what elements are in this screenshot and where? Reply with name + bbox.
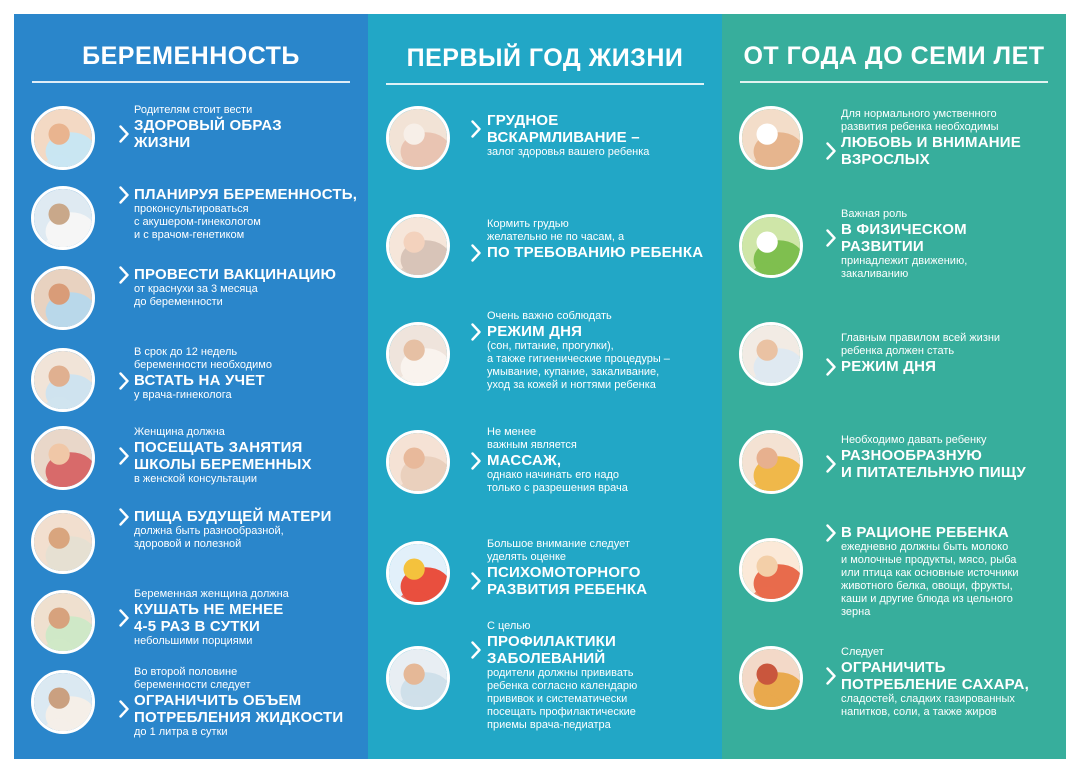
intro-text: В срок до 12 недель [134, 346, 238, 358]
highlight-text: ПСИХОМОТОРНОГО [487, 564, 641, 581]
detail-text: однако начинать его надо [487, 469, 619, 481]
detail-text: посещать профилактические [487, 706, 636, 718]
column-pregnancy [14, 14, 368, 759]
column-title: ПЕРВЫЙ ГОД ЖИЗНИ [386, 44, 704, 85]
pregnant-eating-photo [31, 510, 95, 574]
highlight-text: ЗДОРОВЫЙ ОБРАЗ [134, 117, 282, 134]
fitness-ball-photo [31, 426, 95, 490]
highlight-text: РАЗВИТИИ [841, 238, 924, 255]
chevron-right-icon [826, 229, 836, 247]
column-first-year [368, 14, 722, 759]
item-text [841, 108, 1021, 168]
item-text [841, 646, 1029, 719]
item-text [487, 218, 703, 261]
item-text [134, 346, 272, 402]
breastfeeding-photo [386, 106, 450, 170]
detail-text: небольшими порциями [134, 635, 253, 647]
item-text [134, 588, 289, 648]
item-text [134, 666, 343, 739]
running-family-photo [31, 106, 95, 170]
intro-text: Необходимо давать ребенку [841, 434, 987, 446]
doctor-consultation-photo [31, 186, 95, 250]
item-text [134, 266, 336, 309]
highlight-text: ЛЮБОВЬ И ВНИМАНИЕ [841, 134, 1021, 151]
intro-text: Важная роль [841, 208, 908, 220]
highlight-text: ПОТРЕБЛЕНИЯ ЖИДКОСТИ [134, 709, 344, 726]
highlight-text: ПРОВЕСТИ ВАКЦИНАЦИЮ [134, 266, 337, 283]
highlight-text: ПЛАНИРУЯ БЕРЕМЕННОСТЬ, [134, 186, 358, 203]
detail-text: умывание, купание, закаливание, [487, 366, 660, 378]
highlight-text: ПИЩА БУДУЩЕЙ МАТЕРИ [134, 508, 332, 525]
item-text [134, 508, 332, 551]
detail-text: напитков, соли, а также жиров [841, 706, 997, 718]
highlight-text: ОГРАНИЧИТЬ ОБЪЕМ [134, 692, 302, 709]
item-text [841, 524, 1019, 619]
detail-text: в женской консультации [134, 473, 258, 485]
intro-text: Во второй половине [134, 666, 238, 678]
highlight-text: ВСТАТЬ НА УЧЕТ [134, 372, 265, 389]
vaccination-photo [31, 266, 95, 330]
chevron-right-icon [119, 609, 129, 627]
item-text [487, 310, 670, 392]
detail-text: а также гигиенические процедуры – [487, 353, 670, 365]
column-one-to-seven [722, 14, 1066, 759]
detail-text: принадлежит движению, [841, 255, 968, 267]
detail-text: должна быть разнообразной, [134, 525, 284, 537]
sleeping-baby-photo [386, 322, 450, 386]
intro-text: Большое внимание следует [487, 538, 630, 550]
pregnant-salad-photo [31, 590, 95, 654]
intro-text: беременности следует [134, 679, 251, 691]
chevron-right-icon [826, 667, 836, 685]
baby-massage-photo [386, 430, 450, 494]
chevron-right-icon [119, 508, 129, 526]
detail-text: от краснухи за 3 месяца [134, 283, 258, 295]
family-meal-photo [739, 430, 803, 494]
intro-text: Не менее [487, 426, 537, 438]
detail-text: проконсультироваться [134, 203, 249, 215]
highlight-text: И ПИТАТЕЛЬНУЮ ПИЩУ [841, 464, 1026, 481]
item-text [487, 112, 649, 159]
chevron-right-icon [826, 358, 836, 376]
child-eating-photo [739, 538, 803, 602]
chevron-right-icon [119, 447, 129, 465]
detail-text: и с врачом-генетиком [134, 229, 245, 241]
intro-text: Главным правилом всей жизни [841, 332, 1001, 344]
intro-text: ребенка должен стать [841, 345, 955, 357]
detail-text: приемы врача-педиатра [487, 719, 611, 731]
detail-text: здоровой и полезной [134, 538, 242, 550]
doctor-visit-photo [31, 348, 95, 412]
item-text [487, 426, 628, 495]
intro-text: беременности необходимо [134, 359, 272, 371]
detail-text: закаливанию [841, 268, 909, 280]
detail-text: только с разрешения врача [487, 482, 628, 494]
infographic-sheet [14, 14, 1066, 759]
detail-text: прививок и систематически [487, 693, 628, 705]
detail-text: сладостей, сладких газированных [841, 693, 1015, 705]
intro-text: Для нормального умственного [841, 108, 997, 120]
chevron-right-icon [119, 125, 129, 143]
chevron-right-icon [826, 524, 836, 542]
detail-text: животного белка, овощи, фрукты, [841, 580, 1013, 592]
drinking-water-photo [31, 670, 95, 734]
intro-text: Родителям стоит вести [134, 104, 253, 116]
chevron-right-icon [471, 244, 481, 262]
detail-text: зерна [841, 606, 871, 618]
chevron-right-icon [119, 700, 129, 718]
highlight-text: ПОТРЕБЛЕНИЕ САХАРА, [841, 676, 1029, 693]
detail-text: залог здоровья вашего ребенка [487, 146, 650, 158]
chevron-right-icon [471, 641, 481, 659]
item-text [134, 186, 357, 242]
intro-text: желательно не по часам, а [487, 231, 625, 243]
intro-text: Беременная женщина должна [134, 588, 289, 600]
highlight-text: ЖИЗНИ [134, 134, 191, 151]
detail-text: каши и другие блюда из цельного [841, 593, 1013, 605]
highlight-text: ПО ТРЕБОВАНИЮ РЕБЕНКА [487, 244, 704, 261]
detail-text: или птица как основные источники [841, 567, 1019, 579]
highlight-text: МАССАЖ, [487, 452, 562, 469]
detail-text: у врача-гинеколога [134, 389, 232, 401]
highlight-text: ВЗРОСЛЫХ [841, 151, 930, 168]
intro-text: С целью [487, 620, 531, 632]
chevron-right-icon [471, 120, 481, 138]
chevron-right-icon [826, 142, 836, 160]
chevron-right-icon [119, 372, 129, 390]
column-title: БЕРЕМЕННОСТЬ [32, 42, 350, 83]
item-text [134, 426, 312, 486]
detail-text: уход за кожей и ногтями ребенка [487, 379, 656, 391]
mother-hug-photo [739, 106, 803, 170]
intro-text: Женщина должна [134, 426, 225, 438]
item-text [841, 332, 1000, 375]
highlight-text: ПОСЕЩАТЬ ЗАНЯТИЯ [134, 439, 303, 456]
detail-text: с акушером-гинекологом [134, 216, 261, 228]
highlight-text: ОГРАНИЧИТЬ [841, 659, 946, 676]
intro-text: Кормить грудью [487, 218, 569, 230]
item-text [841, 208, 967, 281]
highlight-text: В ФИЗИЧЕСКОМ [841, 221, 967, 238]
highlight-text: РЕЖИМ ДНЯ [487, 323, 583, 340]
highlight-text: ЗАБОЛЕВАНИЙ [487, 650, 606, 667]
intro-text: важным является [487, 439, 577, 451]
highlight-text: КУШАТЬ НЕ МЕНЕЕ [134, 601, 284, 618]
sweets-photo [739, 646, 803, 710]
detail-text: и молочные продукты, мясо, рыба [841, 554, 1017, 566]
chevron-right-icon [471, 452, 481, 470]
item-text [487, 538, 647, 598]
chevron-right-icon [471, 323, 481, 341]
chevron-right-icon [119, 266, 129, 284]
highlight-text: ПРОФИЛАКТИКИ [487, 633, 617, 650]
baby-playing-photo [739, 322, 803, 386]
highlight-text: ШКОЛЫ БЕРЕМЕННЫХ [134, 456, 312, 473]
highlight-text: РЕЖИМ ДНЯ [841, 358, 937, 375]
item-text [487, 620, 637, 732]
child-football-photo [739, 214, 803, 278]
detail-text: до 1 литра в сутки [134, 726, 228, 738]
intro-text: Очень важно соблюдать [487, 310, 612, 322]
highlight-text: 4-5 РАЗ В СУТКИ [134, 618, 260, 635]
toy-blocks-photo [386, 541, 450, 605]
intro-text: Следует [841, 646, 884, 658]
chevron-right-icon [826, 455, 836, 473]
nursing-baby-photo [386, 214, 450, 278]
detail-text: ребенка согласно календарю [487, 680, 638, 692]
detail-text: до беременности [134, 296, 223, 308]
detail-text: ежедневно должны быть молоко [841, 541, 1009, 553]
item-text [841, 434, 1026, 481]
highlight-text: РАЗНООБРАЗНУЮ [841, 447, 983, 464]
intro-text: развития ребенка необходимы [841, 121, 999, 133]
highlight-text: В РАЦИОНЕ РЕБЕНКА [841, 524, 1009, 541]
intro-text: уделять оценке [487, 551, 567, 563]
item-text [134, 104, 282, 151]
chevron-right-icon [471, 572, 481, 590]
highlight-text: ГРУДНОЕ [487, 112, 559, 129]
detail-text: (сон, питание, прогулки), [487, 340, 614, 352]
pediatrician-photo [386, 646, 450, 710]
column-title: ОТ ГОДА ДО СЕМИ ЛЕТ [740, 42, 1048, 83]
chevron-right-icon [119, 186, 129, 204]
detail-text: родители должны прививать [487, 667, 634, 679]
highlight-text: ВСКАРМЛИВАНИЕ – [487, 129, 640, 146]
highlight-text: РАЗВИТИЯ РЕБЕНКА [487, 581, 648, 598]
